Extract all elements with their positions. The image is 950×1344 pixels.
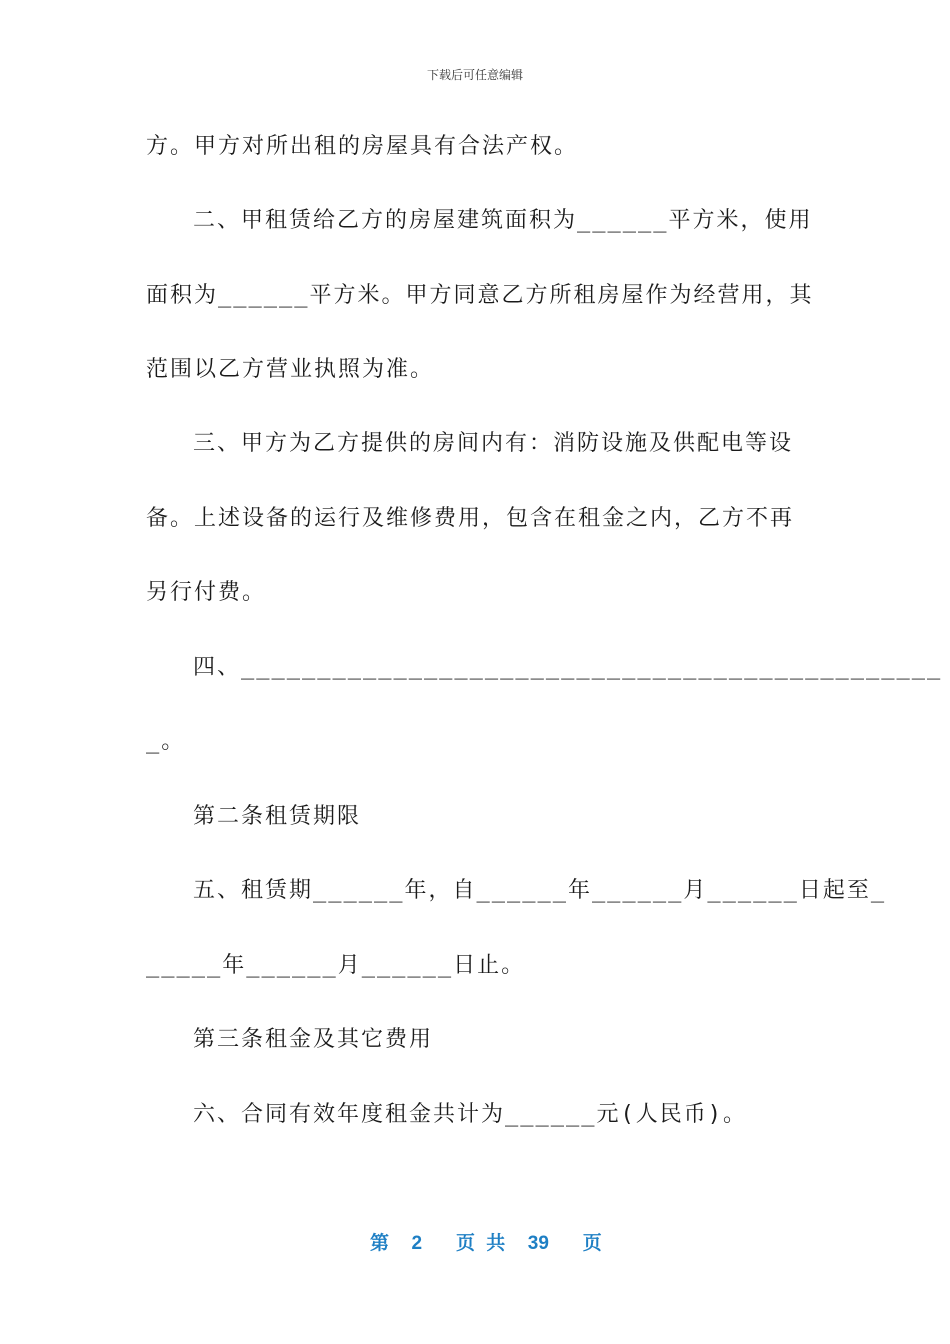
paragraph-line: 备。上述设备的运行及维修费用，包含在租金之内，乙方不再 <box>146 506 795 531</box>
paragraph-line: 面积为______平方米。甲方同意乙方所租房屋作为经营用，其 <box>146 283 814 308</box>
paragraph-line: 六、合同有效年度租金共计为______元(人民币)。 <box>193 1102 747 1127</box>
paragraph-line: 四、______________________________________________ <box>193 655 943 680</box>
section-heading: 第二条租赁期限 <box>193 804 362 829</box>
paragraph-line: 方。甲方对所出租的房屋具有合法产权。 <box>146 134 579 159</box>
paragraph-line: 二、甲租赁给乙方的房屋建筑面积为______平方米，使用 <box>193 208 813 233</box>
paragraph-line: _____年______月______日止。 <box>146 953 526 978</box>
page-number-footer: 第 2 页 共 39 页 <box>370 1233 602 1254</box>
page-header: 下载后可任意编辑 <box>426 68 523 82</box>
section-heading: 第三条租金及其它费用 <box>193 1027 434 1052</box>
paragraph-line: 五、租赁期______年，自______年______月______日起至_ <box>193 878 887 903</box>
paragraph-line: 另行付费。 <box>146 580 267 605</box>
paragraph-line: 三、甲方为乙方提供的房间内有：消防设施及供配电等设 <box>193 431 794 456</box>
paragraph-line: 范围以乙方营业执照为准。 <box>146 357 435 382</box>
paragraph-line: _。 <box>146 729 186 754</box>
